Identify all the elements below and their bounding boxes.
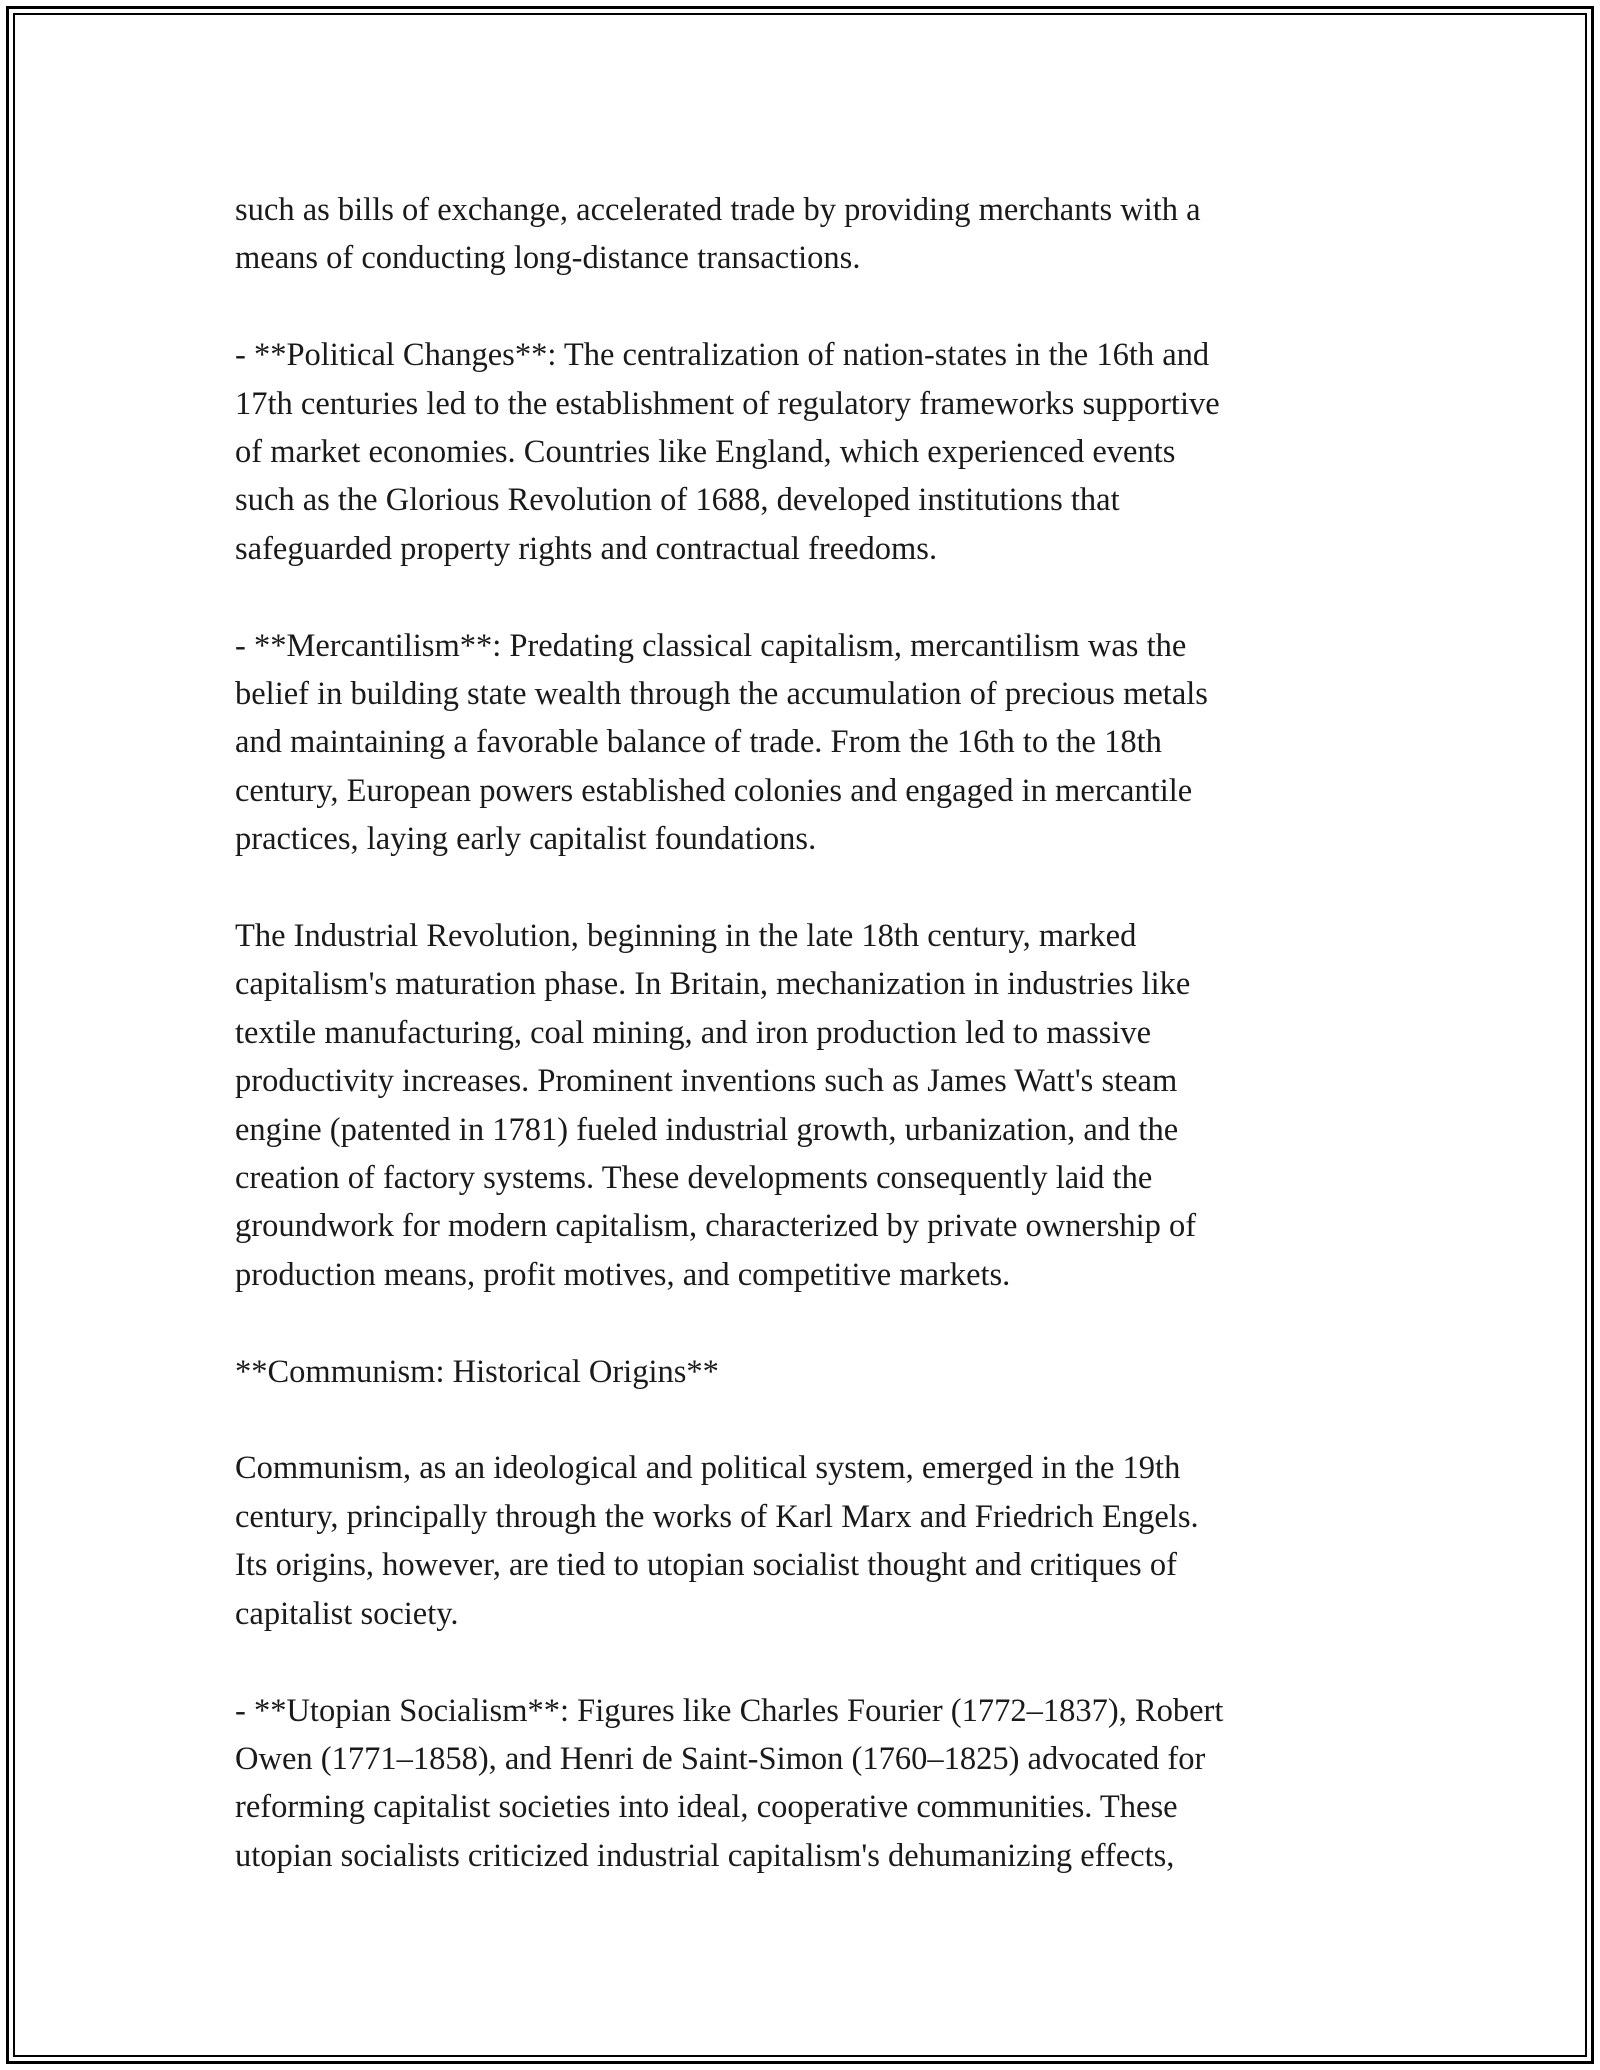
paragraph-utopian-socialism: - **Utopian Socialism**: Figures like Charles Fourier (1772–1837), Robert Owen (1771–1858), and Henri de Saint-Simon (1760–1825) advocated for reforming capitalist societies into ideal, cooperative communities. These utopian socialists criticized industrial capitalism's dehumanizing effects,	[235, 1692, 1224, 1874]
paragraph-mercantilism: - **Mercantilism**: Predating classical capitalism, mercantilism was the belief in building state wealth through the accumulation of precious metals and maintaining a favorable balance of trade. From the 16th to the 18th century, European powers established colonies and engaged in mercantile practices, laying early capitalist foundations.	[235, 627, 1208, 858]
paragraph-bills-of-exchange: such as bills of exchange, accelerated trade by providing merchants with a means of conducting long-distance transactions.	[235, 192, 1201, 277]
document-body	[235, 186, 1365, 1880]
paragraph-communism-origins: Communism, as an ideological and political system, emerged in the 19th century, principally through the works of Karl Marx and Friedrich Engels. Its origins, however, are tied to utopian socialist thought and critiques of capitalist society.	[235, 1450, 1199, 1632]
section-heading-communism: **Communism: Historical Origins**	[235, 1353, 719, 1390]
paragraph-political-changes: - **Political Changes**: The centralization of nation-states in the 16th and 17th centuries led to the establishment of regulatory frameworks supportive of market economies. Countries like England, which experienced events such as the Glorious Revolution of 1688, developed institutions that safeguarded property rights and contractual freedoms.	[235, 337, 1220, 567]
paragraph-industrial-revolution: The Industrial Revolution, beginning in the late 18th century, marked capitalism's maturation phase. In Britain, mechanization in industries like textile manufacturing, coal mining, and iron production led to massive productivity increases. Prominent inventions such as James Watt's steam engine (patented in 1781) fueled industrial growth, urbanization, and the creation of factory systems. These developments consequently laid the groundwork for modern capitalism, characterized by private ownership of production means, profit motives, and competitive markets.	[235, 918, 1197, 1293]
